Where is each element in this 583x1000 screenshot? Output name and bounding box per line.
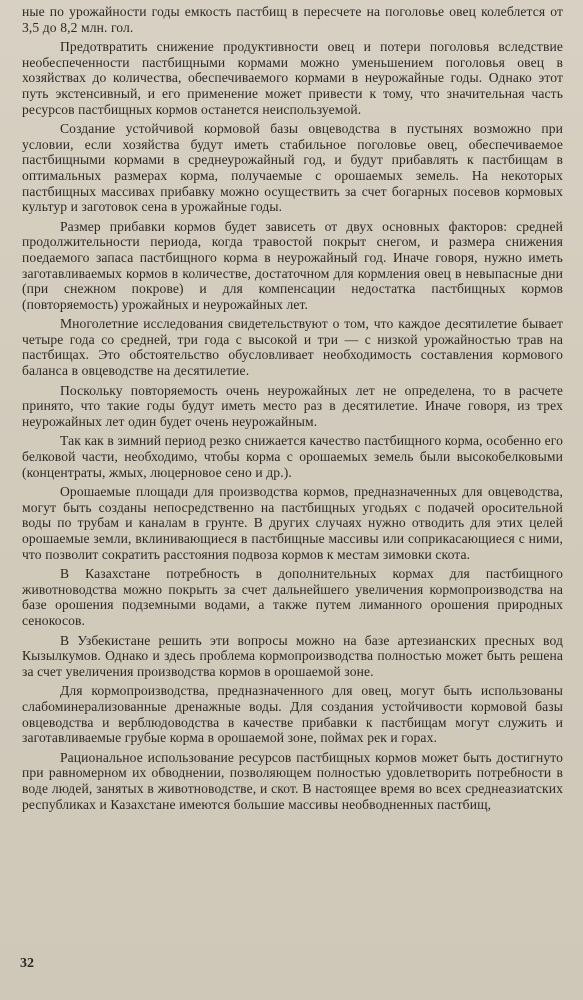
body-text	[22, 4, 563, 816]
paragraph: Предотвратить снижение продуктивности овец и потери поголовья вследствие необеспеченности пастбищными кормами можно уменьшением поголовья овец в хозяйствах до количества, обеспечиваемого кормами в неурожайные годы. Однако этот путь экстенсивный, и его применение может привести к тому, что значительная часть ресурсов пастбищных кормов останется неиспользуемой.	[22, 39, 563, 117]
paragraph: Поскольку повторяемость очень неурожайных лет не определена, то в расчете принято, что такие годы будут иметь место раз в десятилетие. Иначе говоря, из трех неурожайных лет один будет очень неурожайным.	[22, 382, 563, 429]
page-number: 32	[20, 956, 34, 971]
paragraph: Орошаемые площади для производства кормов, предназначенных для овцеводства, могут быть созданы непосредственно на пастбищных угодьях с подачей оросительной воды по трубам и каналам в грунте. В других случаях нужно отводить для этих целей орошаемые земли, вклинивающиеся в пастбищные массивы или соприкасающиеся с ними, что позволит сократить расстояния подвоза кормов к местам зимовки скота.	[22, 484, 563, 562]
paragraph: В Казахстане потребность в дополнительных кормах для пастбищного животноводства можно покрыть за счет дальнейшего увеличения кормопроизводства на базе орошения подземными водами, а также путем лиманного орошения природных сенокосов.	[22, 566, 563, 628]
paragraph-continuation: ные по урожайности годы емкость пастбищ в пересчете на поголовье овец колеблется от 3,5 до 8,2 млн. гол.	[22, 4, 563, 35]
paragraph: Создание устойчивой кормовой базы овцеводства в пустынях возможно при условии, если хозяйства будут иметь стабильное поголовье овец, обеспечиваемое пастбищными кормами в среднеурожайный год, и будут прибавлять к пастбищам в оптимальных размерах корма, получаемые с орошаемых земель. На некоторых пастбищных массивах прибавку можно осуществить за счет богарных посевов кормовых культур и заготовок сена в урожайные годы.	[22, 121, 563, 215]
paragraph: Многолетние исследования свидетельствуют о том, что каждое десятилетие бывает четыре года со средней, три года с высокой и три — с низкой урожайностью трав на пастбищах. Это обстоятельство обусловливает необходимость составления кормового баланса в овцеводстве на десятилетие.	[22, 316, 563, 379]
paragraph: Размер прибавки кормов будет зависеть от двух основных факторов: средней продолжительности периода, когда травостой покрыт снегом, и размера снижения поедаемого запаса пастбищного корма в неурожайный год. Иначе говоря, нужно иметь заготавливаемых кормов в количестве, достаточном для кормления овец в невыпасные дни (при снежном покрове) и для компенсации недостатка пастбищных кормов (повторяемость) урожайных и неурожайных лет.	[22, 218, 563, 312]
paragraph: Для кормопроизводства, предназначенного для овец, могут быть использованы слабоминерализованные дренажные воды. Для создания устойчивости кормовой базы овцеводства и верблюдоводства в качестве прибавки к пастбищам могут служить и заготавливаемые грубые корма в орошаемой зоне, поймах рек и горах.	[22, 683, 563, 746]
paragraph: В Узбекистане решить эти вопросы можно на базе артезианских пресных вод Кызылкумов. Однако и здесь проблема кормопроизводства полностью может быть решена за счет увеличения производства кормов в орошаемой зоне.	[22, 632, 563, 679]
paragraph: Рациональное использование ресурсов пастбищных кормов может быть достигнуто при равномерном их обводнении, позволяющем полностью удовлетворить потребности в воде людей, занятых в животноводстве, и скот. В настоящее время во всех среднеазиатских республиках и Казахстане имеются большие массивы необводненных пастбищ,	[22, 749, 563, 812]
paragraph: Так как в зимний период резко снижается качество пастбищного корма, особенно его белковой части, необходимо, чтобы корма с орошаемых земель были высокобелковыми (концентраты, жмых, люцерновое сено и др.).	[22, 433, 563, 480]
